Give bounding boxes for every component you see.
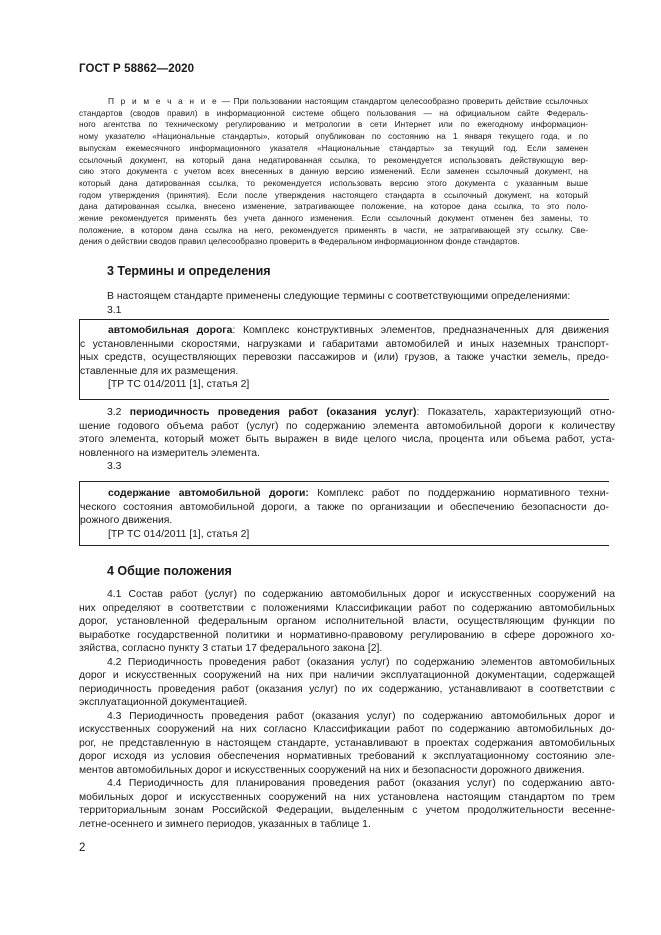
term-line: ческого состояния автомобильной дороги, а также по организации и обеспечению безопасности до- xyxy=(80,501,609,513)
paragraph-4-2-line: периодичность проведения работ (оказания услуг) по их содержанию, устанавливают в соответствии с xyxy=(79,683,615,695)
note-line: ному указателю «Национальные стандарты», который опубликован по состоянию на 1 января текущего года, и по xyxy=(79,131,588,142)
term-3-1-reference: [ТР ТС 014/2011 [1], статья 2] xyxy=(108,379,250,390)
intro-text: В настоящем стандарте применены следующие термины с соответствующими определениями: xyxy=(107,291,571,302)
term-line: содержание автомобильной дороги: Комплекс работ по поддержанию нормативного техни- xyxy=(108,488,609,499)
section-3-heading: 3 Термины и определения xyxy=(107,264,271,278)
note-line: ного агентства по техническому регулированию и метрологии в сети Интернет или по ежегодному информацион- xyxy=(79,119,588,130)
note-line: ссылочный документ, на который дана недатированная ссылка, то рекомендуется использовать действующую вер- xyxy=(79,154,588,165)
paragraph-4-1-line: них определяют в соответствии с положениями Классификации работ по содержанию автомобильных xyxy=(79,602,615,614)
paragraph-4-1-line: 4.1 Состав работ (услуг) по содержанию автомобильных дорог и искусственных сооружений на xyxy=(107,589,615,600)
document-header: ГОСТ Р 58862—2020 xyxy=(79,63,195,75)
section-3-intro xyxy=(79,290,615,317)
paragraph-4-2-line: дорог и искусственных сооружений на них при наличии эксплуатационной документации, содержащей xyxy=(79,670,615,681)
term-line: автомобильная дорога: Комплекс конструктивных элементов, предназначенных для движения xyxy=(108,325,609,336)
page-number: 2 xyxy=(79,842,86,854)
paragraph-4-3-line: 4.3 Периодичность проведения работ (оказания услуг) по содержанию автомобильных дорог и xyxy=(107,710,615,722)
note-line: который дана датированная ссылка, то рекомендуется использовать версию этого документа с указанным выше xyxy=(79,177,588,188)
paragraph-4-1-line: выработке государственной политики и нормативно-правовому регулированию в сфере дорожного хо- xyxy=(79,629,615,641)
term-3-2-name: периодичность проведения работ (оказания услуг) xyxy=(129,407,417,418)
paragraph-4-1-line: зяйства, согласно пункту 3 статьи 17 федерального закона [2]. xyxy=(79,643,383,654)
term-line: новленного на измеритель элемента. xyxy=(79,447,260,459)
paragraph-4-4-line: 4.4 Периодичность для планирования проведения работ (оказания услуг) по содержанию авто- xyxy=(107,778,615,789)
note-line: П р и м е ч а н и е — При пользовании настоящим стандартом целесообразно проверить действие ссылочных xyxy=(108,96,588,106)
term-line: шение годового объема работ (услуг) по содержанию элемента автомобильной дороги к количеству xyxy=(79,420,615,432)
term-line: этого элемента, который может быть выражен в виде целого числа, процента или объема работ, уста- xyxy=(79,434,615,445)
paragraph-4-3-line: рог, не представленную в настоящем стандарте, устанавливают в проектах содержания автомобильных xyxy=(79,737,615,749)
paragraph-4-4-line: летне-осеннего и зимнего периодов, указанных в таблице 1. xyxy=(79,818,371,830)
section-4-body xyxy=(79,588,615,831)
term-3-1-box xyxy=(79,319,609,400)
term-line: 3.2 периодичность проведения работ (оказания услуг): Показатель, характеризующий отно- xyxy=(107,407,615,418)
paragraph-4-2-line: эксплуатационной документацией. xyxy=(79,697,248,708)
term-number-3-2: 3.2 xyxy=(107,407,122,418)
section-4-heading: 4 Общие положения xyxy=(107,564,232,578)
paragraph-4-3-line: искусственных сооружений на них согласно Классификации работ по содержанию автомобильных до- xyxy=(79,724,615,735)
paragraph-4-1-line: дорог, установленной федеральным органом исполнительной власти, осуществляющим функции по xyxy=(79,616,615,627)
note-line: дения о действии сводов правил целесообразно проверить в Федеральном информационном фонде стандартов. xyxy=(79,236,520,247)
note-line: стандартов (сводов правил) в информационной системе общего пользования — на официальном сайте Федераль- xyxy=(79,107,588,118)
note-line: годом утверждения (принятия). Если после утверждения настоящего стандарта в ссылочный документ, на который xyxy=(79,189,588,200)
term-line: ных средств, осуществляющих перевозки пассажиров и (или) грузов, а также участки земель, предо- xyxy=(80,352,609,363)
paragraph-4-2-line: 4.2 Периодичность проведения работ (оказания услуг) по содержанию элементов автомобильных xyxy=(107,656,615,668)
note-line: жение рекомендуется применять без учета данного изменения. Если ссылочный документ отменен без замены, то xyxy=(79,213,588,224)
term-3-3-name: содержание автомобильной дороги: xyxy=(108,488,309,499)
paragraph-4-4-line: мобильных дорог и искусственных сооружений на них установлена настоящим стандартом по трем xyxy=(79,791,615,803)
paragraph-4-3-line: дорог исходя из условия обеспечения нормативных требований к эксплуатационному состоянию эле- xyxy=(79,751,615,762)
paragraph-4-3-line: ментов автомобильных дорог и искусственных сооружений на них и безопасности дорожного движения. xyxy=(79,764,585,776)
term-3-2 xyxy=(79,406,615,474)
term-line: рожного движения. xyxy=(80,515,173,526)
note-line: сию этого документа с учетом всех внесенных в данную версию изменений. Если заменен ссылочный документ, на xyxy=(79,166,588,177)
paragraph-4-4-line: территориальным зонам Российской Федерации, выделенным с учетом продолжительности весенне- xyxy=(79,805,615,816)
note-line: дана датированная ссылка, внесено изменение, затрагивающее положение, на которое дана ссылка, то это поло- xyxy=(79,201,588,212)
note-label: П р и м е ч а н и е xyxy=(108,96,219,106)
note-line: выпускам ежемесячного информационного указателя «Национальные стандарты» за текущий год. Если заменен xyxy=(79,142,588,153)
term-3-1-name: автомобильная дорога xyxy=(108,325,233,336)
term-3-3-reference: [ТР ТС 014/2011 [1], статья 2] xyxy=(108,528,250,540)
term-number-3-1: 3.1 xyxy=(107,304,122,316)
term-line: с установленными скоростями, нагрузками и габаритами автомобилей и иных наземных транспорт- xyxy=(80,338,609,350)
reference-note xyxy=(79,96,588,248)
term-number-3-3: 3.3 xyxy=(107,461,122,472)
term-3-3-box xyxy=(79,481,609,546)
note-line: положение, в котором дана ссылка на него, рекомендуется применять в части, не затрагивающей эту ссылку. Све- xyxy=(79,224,588,235)
term-line: ставленные для их размещения. xyxy=(80,365,239,377)
